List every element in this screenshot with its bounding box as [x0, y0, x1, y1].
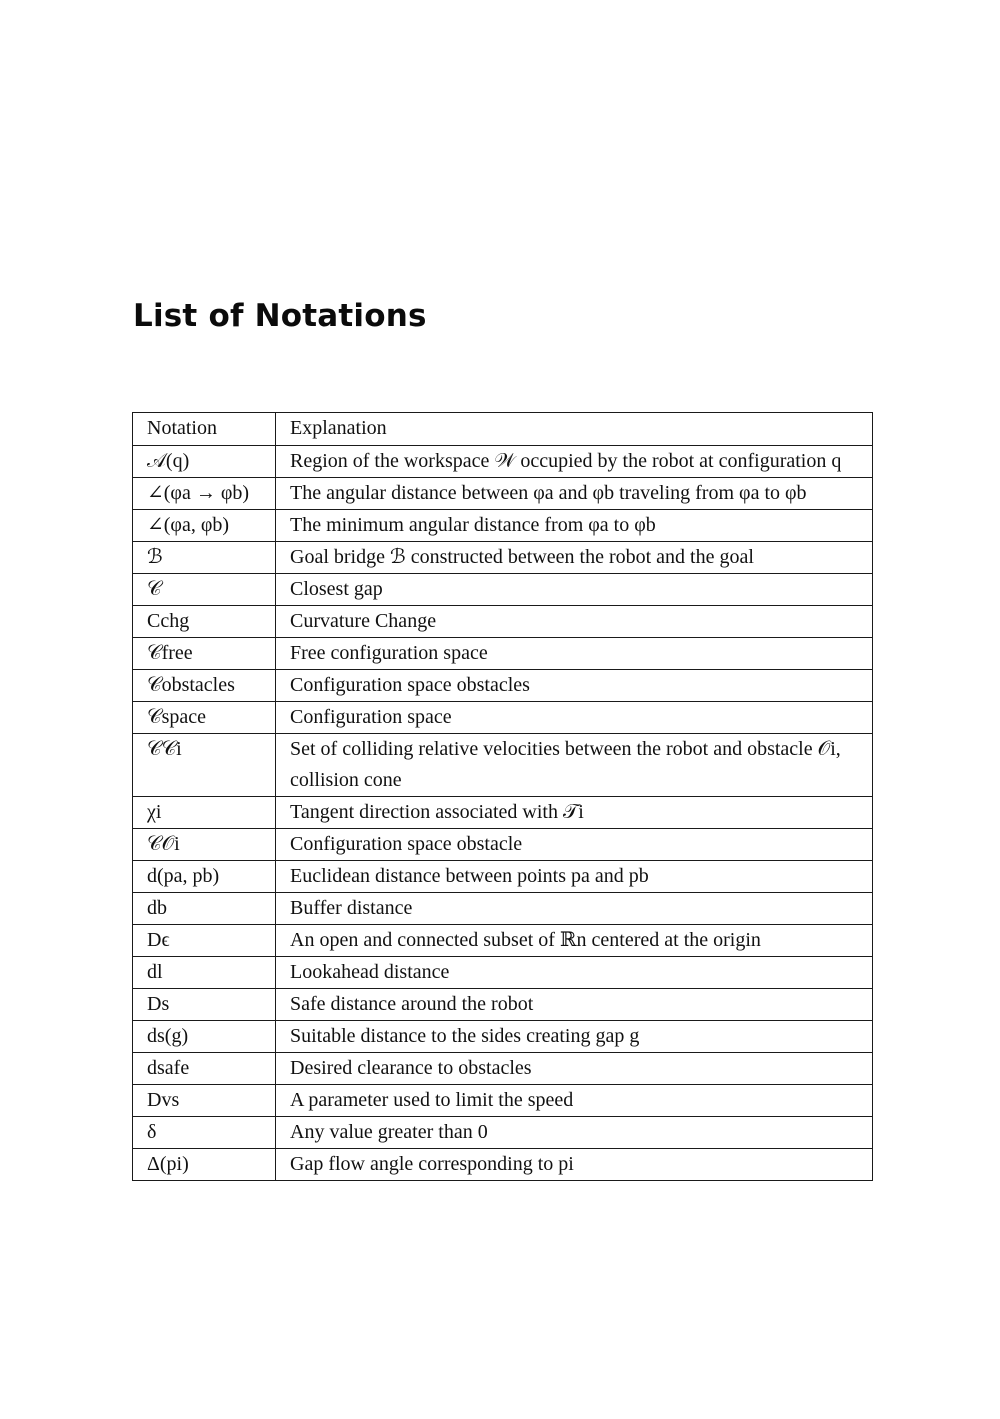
explanation-cell: The minimum angular distance from φa to φb: [276, 510, 873, 542]
explanation-cell: Safe distance around the robot: [276, 989, 873, 1021]
table-header-row: [133, 413, 873, 446]
notation-cell: 𝒞: [133, 574, 276, 606]
explanation-cell: Suitable distance to the sides creating gap g: [276, 1021, 873, 1053]
table-body: [133, 446, 873, 1181]
table-row: [133, 861, 873, 893]
explanation-cell: A parameter used to limit the speed: [276, 1085, 873, 1117]
table-row: [133, 1053, 873, 1085]
header-explanation: Explanation: [276, 413, 873, 446]
table-row: [133, 734, 873, 797]
notation-cell: 𝒜(q): [133, 446, 276, 478]
table-row: [133, 1021, 873, 1053]
explanation-cell: Euclidean distance between points pa and pb: [276, 861, 873, 893]
table-row: [133, 638, 873, 670]
explanation-cell: Desired clearance to obstacles: [276, 1053, 873, 1085]
notation-cell: 𝒞obstacles: [133, 670, 276, 702]
explanation-cell: Tangent direction associated with 𝒯i: [276, 797, 873, 829]
explanation-cell: Lookahead distance: [276, 957, 873, 989]
explanation-cell: Buffer distance: [276, 893, 873, 925]
table-row: [133, 542, 873, 574]
notation-cell: 𝒞𝒪i: [133, 829, 276, 861]
notation-cell: db: [133, 893, 276, 925]
notation-cell: 𝒞free: [133, 638, 276, 670]
table-row: [133, 702, 873, 734]
table-row: [133, 893, 873, 925]
explanation-cell: An open and connected subset of ℝn centered at the origin: [276, 925, 873, 957]
explanation-cell: The angular distance between φa and φb traveling from φa to φb: [276, 478, 873, 510]
table-row: [133, 797, 873, 829]
table-row: [133, 1149, 873, 1181]
table-row: [133, 670, 873, 702]
notation-cell: Δ(pi): [133, 1149, 276, 1181]
notation-cell: Cchg: [133, 606, 276, 638]
notation-cell: dsafe: [133, 1053, 276, 1085]
explanation-cell: Free configuration space: [276, 638, 873, 670]
notation-cell: 𝒞space: [133, 702, 276, 734]
table-row: [133, 510, 873, 542]
header-notation: Notation: [133, 413, 276, 446]
explanation-cell: Closest gap: [276, 574, 873, 606]
explanation-cell: Goal bridge ℬ constructed between the robot and the goal: [276, 542, 873, 574]
explanation-cell: Gap flow angle corresponding to pi: [276, 1149, 873, 1181]
explanation-cell: Configuration space obstacle: [276, 829, 873, 861]
page-title: List of Notations: [133, 298, 427, 334]
table-row: [133, 1085, 873, 1117]
notation-cell: ℬ: [133, 542, 276, 574]
notation-cell: δ: [133, 1117, 276, 1149]
notation-cell: d(pa, pb): [133, 861, 276, 893]
table-row: [133, 574, 873, 606]
table-row: [133, 829, 873, 861]
explanation-cell: Configuration space: [276, 702, 873, 734]
notation-cell: Dvs: [133, 1085, 276, 1117]
table-row: [133, 446, 873, 478]
notation-cell: χi: [133, 797, 276, 829]
explanation-cell: Any value greater than 0: [276, 1117, 873, 1149]
notation-cell: ∠(φa → φb): [133, 478, 276, 510]
notation-cell: 𝒞𝒞i: [133, 734, 276, 797]
table-row: [133, 606, 873, 638]
explanation-cell: Curvature Change: [276, 606, 873, 638]
notation-cell: dl: [133, 957, 276, 989]
table-row: [133, 989, 873, 1021]
notation-cell: Ds: [133, 989, 276, 1021]
notation-cell: ds(g): [133, 1021, 276, 1053]
notation-cell: ∠(φa, φb): [133, 510, 276, 542]
explanation-cell: Configuration space obstacles: [276, 670, 873, 702]
table-row: [133, 957, 873, 989]
notation-cell: Dϵ: [133, 925, 276, 957]
table-row: [133, 1117, 873, 1149]
notation-table: [132, 412, 873, 1181]
explanation-cell: Set of colliding relative velocities between the robot and obstacle 𝒪i, collision cone: [276, 734, 873, 797]
explanation-cell: Region of the workspace 𝒲 occupied by the robot at configuration q: [276, 446, 873, 478]
table-row: [133, 478, 873, 510]
table-row: [133, 925, 873, 957]
